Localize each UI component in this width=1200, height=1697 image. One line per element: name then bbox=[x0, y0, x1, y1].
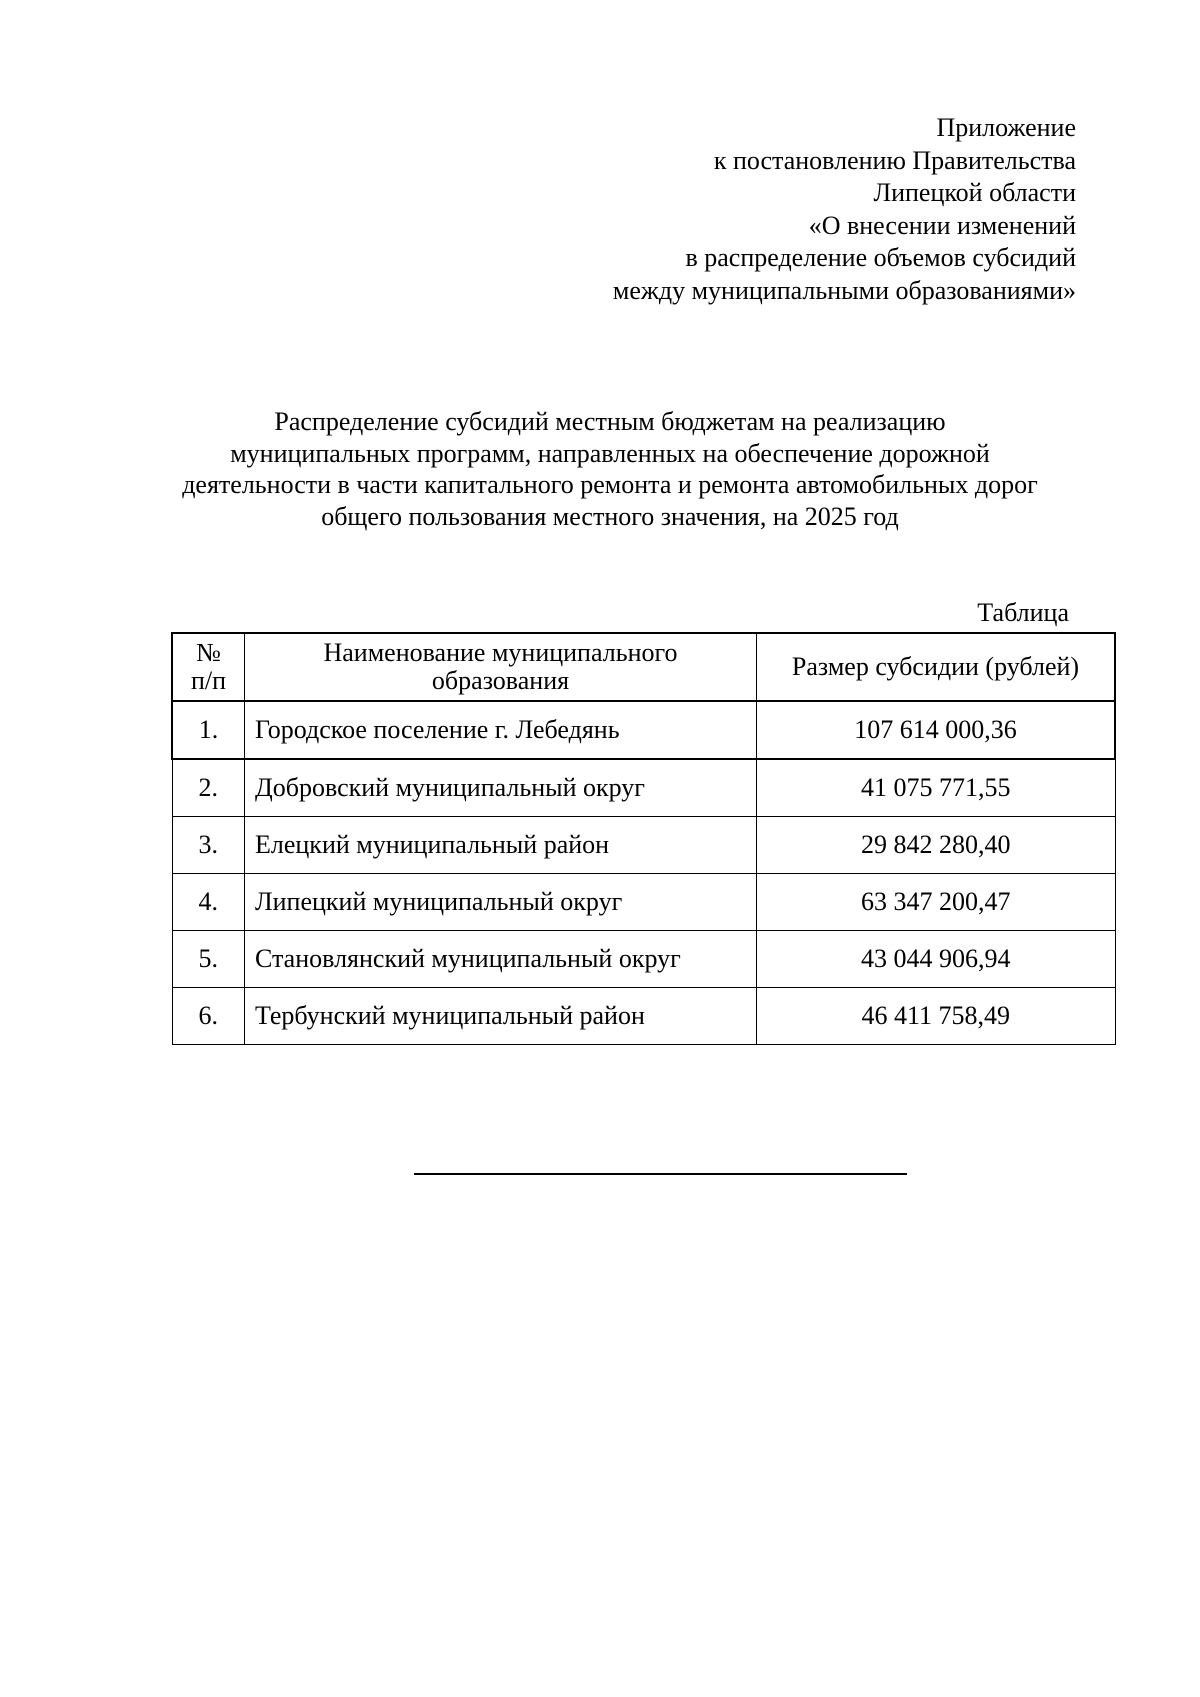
table-row bbox=[172, 874, 1115, 931]
row-number: 5. bbox=[172, 931, 245, 988]
row-amount: 107 614 000,36 bbox=[757, 701, 1116, 759]
table-caption: Таблица bbox=[977, 598, 1069, 627]
table-header bbox=[172, 633, 1115, 701]
row-number: 3. bbox=[172, 817, 245, 874]
row-number: 1. bbox=[172, 701, 245, 759]
header-row bbox=[172, 633, 1115, 701]
table-row bbox=[172, 701, 1115, 759]
row-amount: 41 075 771,55 bbox=[757, 759, 1116, 817]
row-name: Тербунский муниципальный район bbox=[245, 988, 757, 1045]
row-name: Становлянский муниципальный округ bbox=[245, 931, 757, 988]
row-number: 2. bbox=[172, 759, 245, 817]
title-line: общего пользования местного значения, на 2025 год bbox=[321, 501, 899, 531]
table-body bbox=[172, 701, 1115, 1045]
header-number bbox=[172, 633, 245, 701]
table-row bbox=[172, 817, 1115, 874]
appendix-line: Липецкой области bbox=[873, 178, 1076, 207]
header-amount: Размер субсидии (рублей) bbox=[757, 633, 1116, 701]
row-name: Добровский муниципальный округ bbox=[245, 759, 757, 817]
title-line: Распределение субсидий местным бюджетам на реализацию bbox=[274, 407, 946, 436]
row-number: 4. bbox=[172, 874, 245, 931]
table-row bbox=[172, 931, 1115, 988]
document-title bbox=[0, 406, 1200, 532]
row-name: Елецкий муниципальный район bbox=[245, 817, 757, 874]
header-name bbox=[245, 633, 757, 701]
row-name: Липецкий муниципальный округ bbox=[245, 874, 757, 931]
header-name-line1: Наименование муниципального bbox=[323, 638, 678, 667]
appendix-block bbox=[613, 112, 1076, 307]
table-row bbox=[172, 759, 1115, 817]
row-amount: 46 411 758,49 bbox=[757, 988, 1116, 1045]
signature-divider bbox=[414, 1173, 907, 1175]
subsidies-table bbox=[171, 632, 1116, 1045]
row-number: 6. bbox=[172, 988, 245, 1045]
appendix-line: в распределение объемов субсидий bbox=[685, 243, 1076, 272]
header-name-line2: образования bbox=[431, 666, 570, 695]
title-line: деятельности в части капитального ремонта и ремонта автомобильных дорог bbox=[182, 470, 1038, 499]
row-amount: 43 044 906,94 bbox=[757, 931, 1116, 988]
table-row bbox=[172, 988, 1115, 1045]
title-line: муниципальных программ, направленных на обеспечение дорожной bbox=[230, 438, 990, 468]
appendix-line: «О внесении изменений bbox=[808, 210, 1076, 240]
header-number-line1: № bbox=[196, 638, 221, 667]
appendix-line: к постановлению Правительства bbox=[713, 145, 1076, 175]
appendix-line: между муниципальными образованиями» bbox=[612, 275, 1076, 305]
row-amount: 29 842 280,40 bbox=[757, 817, 1116, 874]
row-name: Городское поселение г. Лебедянь bbox=[245, 701, 757, 759]
row-amount: 63 347 200,47 bbox=[757, 874, 1116, 931]
appendix-line: Приложение bbox=[936, 113, 1076, 142]
header-number-line2: п/п bbox=[190, 666, 227, 695]
